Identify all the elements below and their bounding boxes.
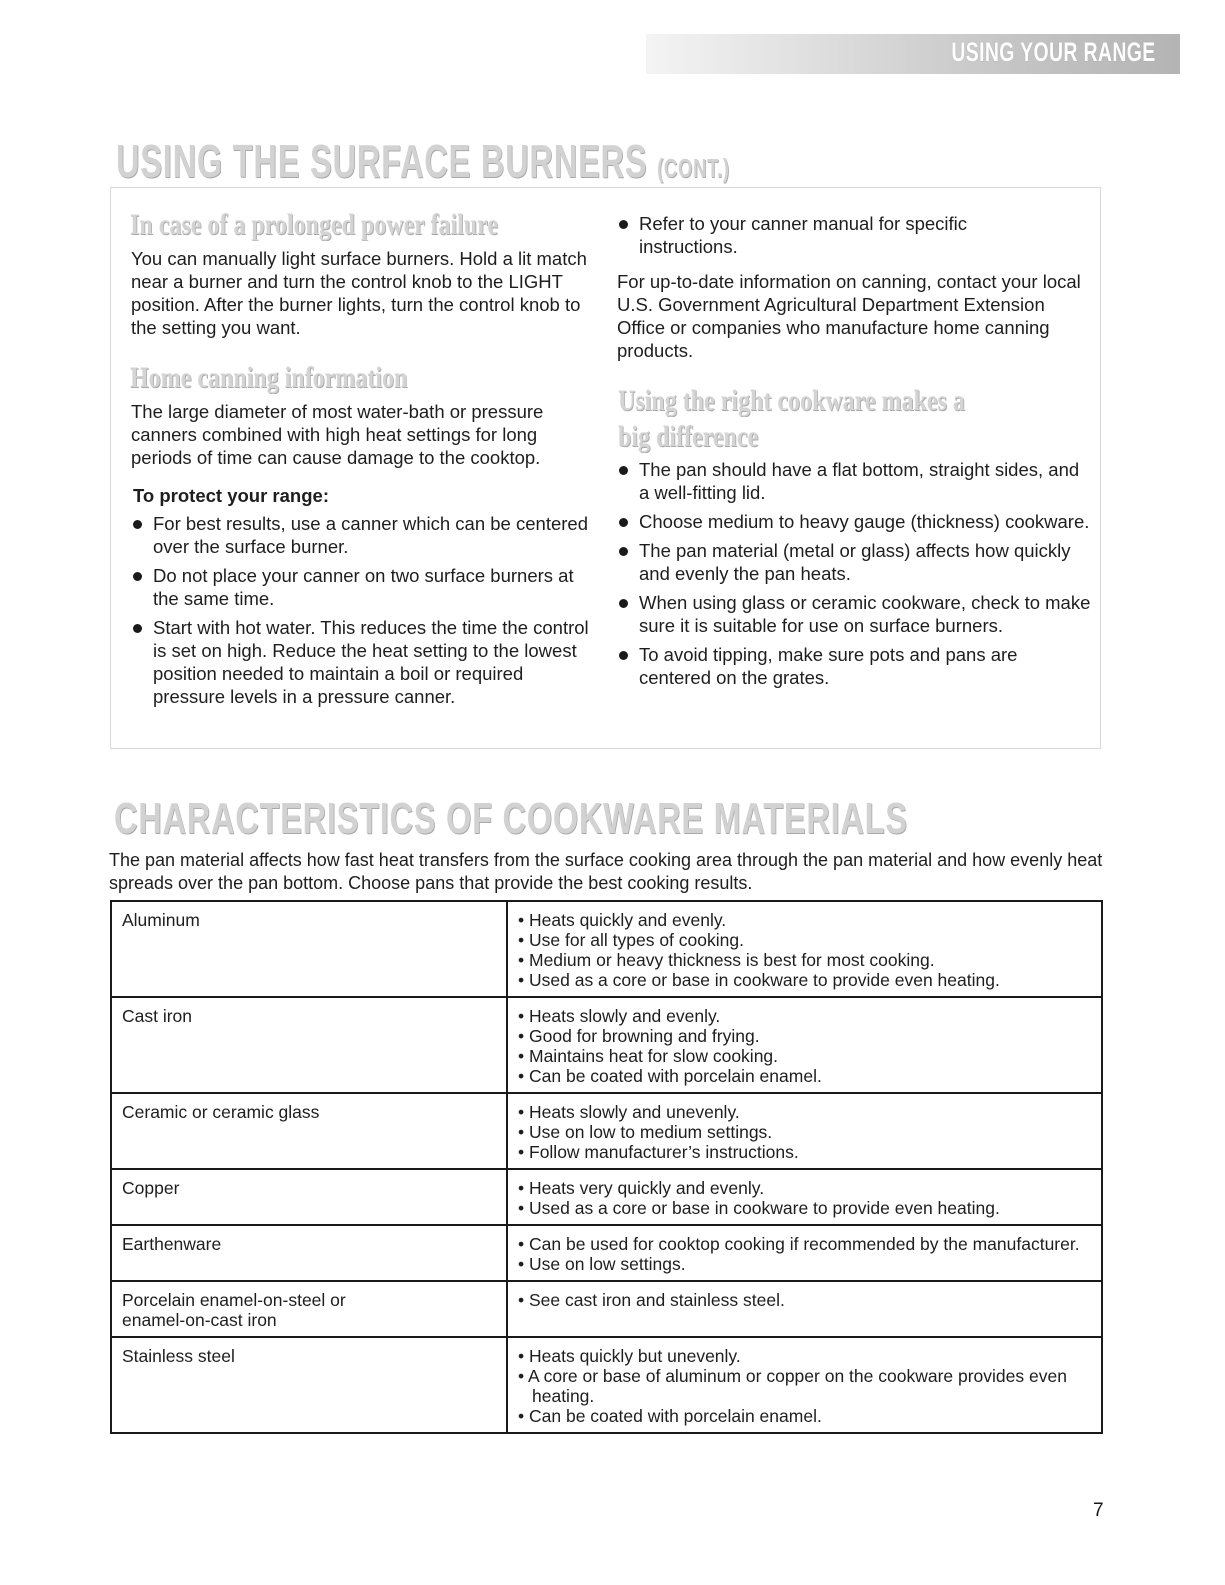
list-item	[131, 564, 593, 610]
property-item	[518, 1346, 1091, 1366]
table-row	[111, 1093, 1102, 1169]
material-name: Stainless steel	[122, 1346, 235, 1366]
bullet-icon: •	[518, 1234, 529, 1254]
properties-cell	[507, 1169, 1102, 1225]
property-item	[518, 1198, 1091, 1218]
property-text: Can be coated with porcelain enamel.	[529, 1406, 822, 1426]
bullet-text: Refer to your canner manual for specific instructions.	[639, 213, 968, 257]
refer-bullet-list	[617, 212, 1017, 264]
properties-cell	[507, 1337, 1102, 1433]
bullet-text: For best results, use a canner which can be centered over the surface burner.	[153, 513, 588, 557]
bullet-icon: •	[518, 1102, 529, 1122]
property-text: See cast iron and stainless steel.	[529, 1290, 785, 1310]
bullet-icon: •	[518, 1142, 529, 1162]
list-item	[617, 643, 1092, 689]
property-text: Use on low settings.	[529, 1254, 686, 1274]
property-item	[518, 1290, 1091, 1310]
list-item	[617, 591, 1092, 637]
cookware-heading-line2: big difference	[618, 420, 759, 453]
bullet-icon: •	[518, 930, 529, 950]
property-text: Medium or heavy thickness is best for most cooking.	[529, 950, 935, 970]
cookware-materials-table	[110, 900, 1103, 1434]
property-text: Maintains heat for slow cooking.	[529, 1046, 779, 1066]
list-item	[617, 539, 1092, 585]
page-title-text: USING THE SURFACE BURNERS	[116, 135, 648, 187]
property-text: Heats quickly and evenly.	[529, 910, 727, 930]
property-text: Heats very quickly and evenly.	[529, 1178, 765, 1198]
bullet-text: The pan should have a flat bottom, straight sides, and a well-fitting lid.	[639, 459, 1080, 503]
properties-cell	[507, 901, 1102, 997]
canning-bullets	[131, 512, 593, 714]
list-item	[617, 458, 1092, 504]
property-text: Heats slowly and unevenly.	[529, 1102, 740, 1122]
material-cell	[111, 901, 507, 997]
power-failure-heading: In case of a prolonged power failure	[130, 208, 499, 241]
cookware-bullets	[617, 458, 1092, 695]
bullet-text: Do not place your canner on two surface burners at the same time.	[153, 565, 574, 609]
material-cell	[111, 1093, 507, 1169]
bullet-icon: •	[518, 1254, 529, 1274]
page-number: 7	[1093, 1500, 1104, 1521]
bullet-icon: •	[518, 1122, 529, 1142]
property-item	[518, 1122, 1091, 1142]
material-name: Ceramic or ceramic glass	[122, 1102, 320, 1122]
canning-info-text: For up-to-date information on canning, contact your local U.S. Government Agricultural Department Extension Office or companies who manufacture home canning products.	[617, 271, 1081, 361]
bullet-icon: •	[518, 1178, 529, 1198]
canning-heading: Home canning information	[130, 361, 408, 394]
property-item	[518, 930, 1091, 950]
bullet-icon: •	[518, 1066, 529, 1086]
properties-cell	[507, 1225, 1102, 1281]
table-row	[111, 1225, 1102, 1281]
bullet-icon	[133, 624, 142, 633]
properties-cell	[507, 1281, 1102, 1337]
property-item	[518, 1006, 1091, 1026]
bullet-text: Start with hot water. This reduces the time the control is set on high. Reduce the heat setting to the lowest position needed to maintain a boil or required pressure levels in a pressure canner.	[153, 617, 589, 707]
bullet-icon: •	[518, 1290, 529, 1310]
bullet-icon	[619, 599, 628, 608]
property-text: Can be coated with porcelain enamel.	[529, 1066, 822, 1086]
material-name: Porcelain enamel-on-steel or enamel-on-cast iron	[122, 1290, 346, 1330]
list-item	[617, 212, 1017, 258]
bullet-icon	[619, 466, 628, 475]
bullet-text: When using glass or ceramic cookware, check to make sure it is suitable for use on surface burners.	[639, 592, 1091, 636]
protect-range-heading: To protect your range:	[133, 485, 329, 506]
property-item	[518, 1234, 1091, 1254]
list-item	[131, 616, 593, 708]
table-row	[111, 1337, 1102, 1433]
bullet-icon	[619, 651, 628, 660]
bullet-icon	[619, 547, 628, 556]
property-text: Good for browning and frying.	[529, 1026, 760, 1046]
table-row	[111, 901, 1102, 997]
material-cell	[111, 1169, 507, 1225]
bullet-icon	[133, 520, 142, 529]
cookware-heading-line1: Using the right cookware makes a	[618, 384, 965, 417]
material-cell	[111, 1225, 507, 1281]
property-text: Heats slowly and evenly.	[529, 1006, 721, 1026]
bullet-icon: •	[518, 970, 529, 990]
materials-title: CHARACTERISTICS OF COOKWARE MATERIALS	[114, 794, 908, 843]
bullet-icon: •	[518, 1346, 529, 1366]
property-item	[518, 1406, 1091, 1426]
bullet-text: Choose medium to heavy gauge (thickness) cookware.	[639, 511, 1090, 532]
bullet-icon: •	[518, 1198, 529, 1218]
property-item	[518, 1066, 1091, 1086]
section-header-label: USING YOUR RANGE	[951, 37, 1156, 67]
property-item	[518, 1026, 1091, 1046]
materials-table-body	[111, 901, 1102, 1433]
page-title	[116, 134, 730, 188]
property-text: Use on low to medium settings.	[529, 1122, 773, 1142]
property-text: Used as a core or base in cookware to provide even heating.	[529, 1198, 1000, 1218]
property-item	[518, 1142, 1091, 1162]
material-name: Earthenware	[122, 1234, 222, 1254]
materials-intro: The pan material affects how fast heat transfers from the surface cooking area through the pan material and how evenly heat spreads over the pan bottom. Choose pans that provide the best cooking results.	[109, 850, 1103, 893]
material-name: Cast iron	[122, 1006, 193, 1026]
property-item	[518, 1102, 1091, 1122]
bullet-icon	[133, 572, 142, 581]
material-cell	[111, 1281, 507, 1337]
page-title-suffix: (CONT.)	[657, 153, 730, 183]
table-row	[111, 997, 1102, 1093]
property-item	[518, 950, 1091, 970]
power-failure-text: You can manually light surface burners. Hold a lit match near a burner and turn the control knob to the LIGHT position. After the burner lights, turn the control knob to the setting you want.	[131, 248, 587, 338]
property-text: A core or base of aluminum or copper on the cookware provides even heating.	[528, 1366, 1067, 1406]
material-cell	[111, 1337, 507, 1433]
bullet-icon: •	[518, 1046, 529, 1066]
property-item	[518, 1366, 1091, 1406]
bullet-text: The pan material (metal or glass) affects how quickly and evenly the pan heats.	[639, 540, 1071, 584]
material-name: Aluminum	[122, 910, 200, 930]
bullet-text: To avoid tipping, make sure pots and pans are centered on the grates.	[639, 644, 1018, 688]
property-item	[518, 970, 1091, 990]
property-item	[518, 910, 1091, 930]
canning-text: The large diameter of most water-bath or pressure canners combined with high heat settings for long periods of time can cause damage to the cooktop.	[131, 401, 544, 468]
bullet-icon: •	[518, 1026, 529, 1046]
property-text: Follow manufacturer’s instructions.	[529, 1142, 799, 1162]
section-header-bar	[646, 34, 1180, 74]
properties-cell	[507, 1093, 1102, 1169]
property-text: Can be used for cooktop cooking if recommended by the manufacturer.	[529, 1234, 1080, 1254]
properties-cell	[507, 997, 1102, 1093]
property-text: Use for all types of cooking.	[529, 930, 744, 950]
property-item	[518, 1178, 1091, 1198]
material-name: Copper	[122, 1178, 180, 1198]
material-cell	[111, 997, 507, 1093]
bullet-icon	[619, 220, 628, 229]
list-item	[617, 510, 1092, 533]
list-item	[131, 512, 593, 558]
property-text: Used as a core or base in cookware to provide even heating.	[529, 970, 1000, 990]
table-row	[111, 1281, 1102, 1337]
bullet-icon	[619, 518, 628, 527]
property-item	[518, 1046, 1091, 1066]
property-item	[518, 1254, 1091, 1274]
bullet-icon: •	[518, 1406, 529, 1426]
bullet-icon: •	[518, 950, 529, 970]
bullet-icon: •	[518, 910, 529, 930]
bullet-icon: •	[518, 1006, 529, 1026]
table-row	[111, 1169, 1102, 1225]
property-text: Heats quickly but unevenly.	[529, 1346, 741, 1366]
bullet-icon: •	[518, 1366, 529, 1386]
